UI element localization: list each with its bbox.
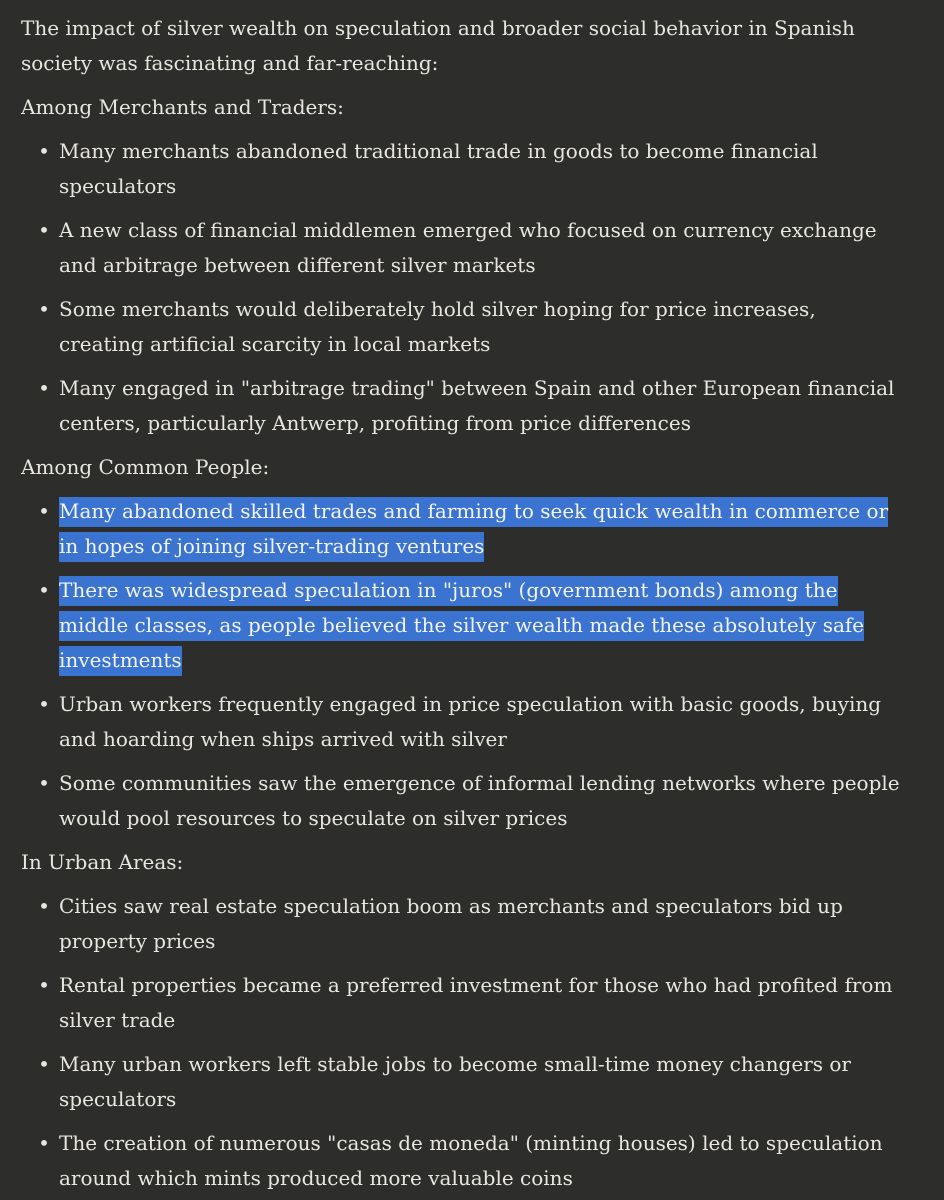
list-item-text: Many engaged in "arbitrage trading" between Spain and other European financial centers, particularly Antwerp, profiting from price differences: [59, 376, 895, 435]
list-item-text: Urban workers frequently engaged in price speculation with basic goods, buying and hoarding when ships arrived with silver: [59, 692, 882, 751]
intro-paragraph: The impact of silver wealth on speculation and broader social behavior in Spanish society was fascinating and far-reaching:: [21, 16, 855, 75]
bullet-list: [21, 494, 900, 836]
list-item-text: Some merchants would deliberately hold silver hoping for price increases, creating artificial scarcity in local markets: [59, 297, 816, 356]
list-item: [38, 213, 900, 283]
bullet-icon: •: [38, 894, 50, 918]
bullet-icon: •: [38, 771, 50, 795]
bullet-icon: •: [38, 578, 50, 602]
list-item: [38, 889, 900, 959]
list-item-text: Many urban workers left stable jobs to become small-time money changers or speculators: [59, 1052, 851, 1111]
section-common-people: [21, 450, 900, 836]
list-item-selected[interactable]: [38, 573, 900, 678]
list-item: [38, 134, 900, 204]
selected-text[interactable]: Many abandoned skilled trades and farming to seek quick wealth in commerce or in hopes of joining silver-trading ventures: [59, 497, 888, 562]
list-item: [38, 968, 900, 1038]
bullet-icon: •: [38, 139, 50, 163]
list-item: [38, 1047, 900, 1117]
bullet-list: [21, 889, 900, 1196]
list-item-text: Some communities saw the emergence of informal lending networks where people would pool resources to speculate on silver prices: [59, 771, 900, 830]
bullet-icon: •: [38, 499, 50, 523]
bullet-icon: •: [38, 973, 50, 997]
list-item: [38, 1126, 900, 1196]
bullet-icon: •: [38, 692, 50, 716]
list-item: [38, 687, 900, 757]
list-item-text: Rental properties became a preferred investment for those who had profited from silver trade: [59, 973, 893, 1032]
list-item: [38, 766, 900, 836]
section-heading: In Urban Areas:: [21, 850, 184, 874]
selected-text[interactable]: There was widespread speculation in "juros" (government bonds) among the middle classes, as people believed the silver wealth made these absolutely safe investments: [59, 576, 864, 676]
list-item: [38, 292, 900, 362]
list-item-text: Many merchants abandoned traditional trade in goods to become financial speculators: [59, 139, 818, 198]
bullet-list: [21, 134, 900, 441]
list-item-text: A new class of financial middlemen emerged who focused on currency exchange and arbitrage between different silver markets: [59, 218, 877, 277]
list-item-text: Cities saw real estate speculation boom as merchants and speculators bid up property prices: [59, 894, 843, 953]
section-heading: Among Common People:: [21, 455, 270, 479]
bullet-icon: •: [38, 297, 50, 321]
section-heading: Among Merchants and Traders:: [21, 95, 344, 119]
bullet-icon: •: [38, 218, 50, 242]
list-item-text: The creation of numerous "casas de moneda" (minting houses) led to speculation around which mints produced more valuable coins: [59, 1131, 883, 1190]
bullet-icon: •: [38, 376, 50, 400]
list-item: [38, 371, 900, 441]
bullet-icon: •: [38, 1131, 50, 1155]
section-merchants: [21, 90, 900, 441]
section-urban-areas: [21, 845, 900, 1196]
bullet-icon: •: [38, 1052, 50, 1076]
list-item-selected[interactable]: [38, 494, 900, 564]
